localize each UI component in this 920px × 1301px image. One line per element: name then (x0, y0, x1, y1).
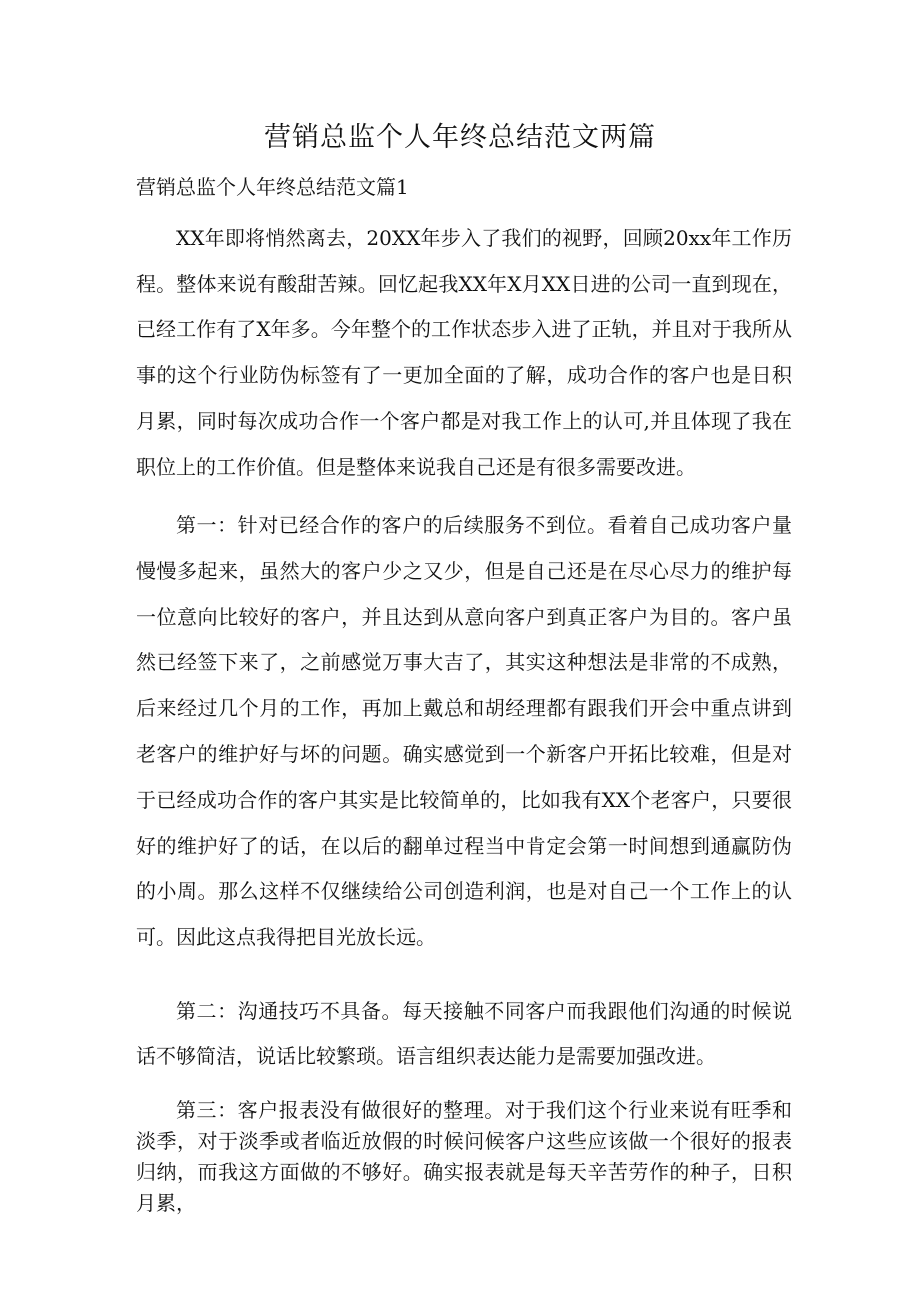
paragraph-intro: XX年即将悄然离去，20XX年步入了我们的视野，回顾20xx年工作历程。整体来说有酸甜苦辣。回忆起我XX年X月XX日进的公司一直到现在，已经工作有了X年多。今年整个的工作状态步入进了正轨，并且对于我所从事的这个行业防伪标签有了一更加全面的了解，成功合作的客户也是日积月累，同时每次成功合作一个客户都是对我工作上的认可,并且体现了我在职位上的工作价值。但是整体来说我自己还是有很多需要改进。 (136, 226, 792, 479)
paragraph-point-one: 第一：针对已经合作的客户的后续服务不到位。看着自己成功客户量慢慢多起来，虽然大的客户少之又少，但是自己还是在尽心尽力的维护每一位意向比较好的客户，并且达到从意向客户到真正客户为目的。客户虽然已经签下来了，之前感觉万事大吉了，其实这种想法是非常的不成熟，后来经过几个月的工作，再加上戴总和胡经理都有跟我们开会中重点讲到老客户的维护好与坏的问题。确实感觉到一个新客户开拓比较难，但是对于已经成功合作的客户其实是比较简单的，比如我有XX个老客户，只要很好的维护好了的话，在以后的翻单过程当中肯定会第一时间想到通赢防伪的小周。那么这样不仅继续给公司创造利润，也是对自己一个工作上的认可。因此这点我得把目光放长远。 (136, 513, 792, 950)
document-title: 营销总监个人年终总结范文两篇 (264, 122, 656, 153)
paragraph-point-three: 第三：客户报表没有做很好的整理。对于我们这个行业来说有旺季和淡季，对于淡季或者临近放假的时候问候客户这些应该做一个很好的报表归纳，而我这方面做的不够好。确实报表就是每天辛苦劳作的种子，日积月累， (136, 1098, 792, 1215)
paragraph-point-two: 第二：沟通技巧不具备。每天接触不同客户而我跟他们沟通的时候说话不够简洁，说话比较繁琐。语言组织表达能力是需要加强改进。 (136, 999, 792, 1068)
section-subtitle: 营销总监个人年终总结范文篇1 (136, 175, 409, 199)
